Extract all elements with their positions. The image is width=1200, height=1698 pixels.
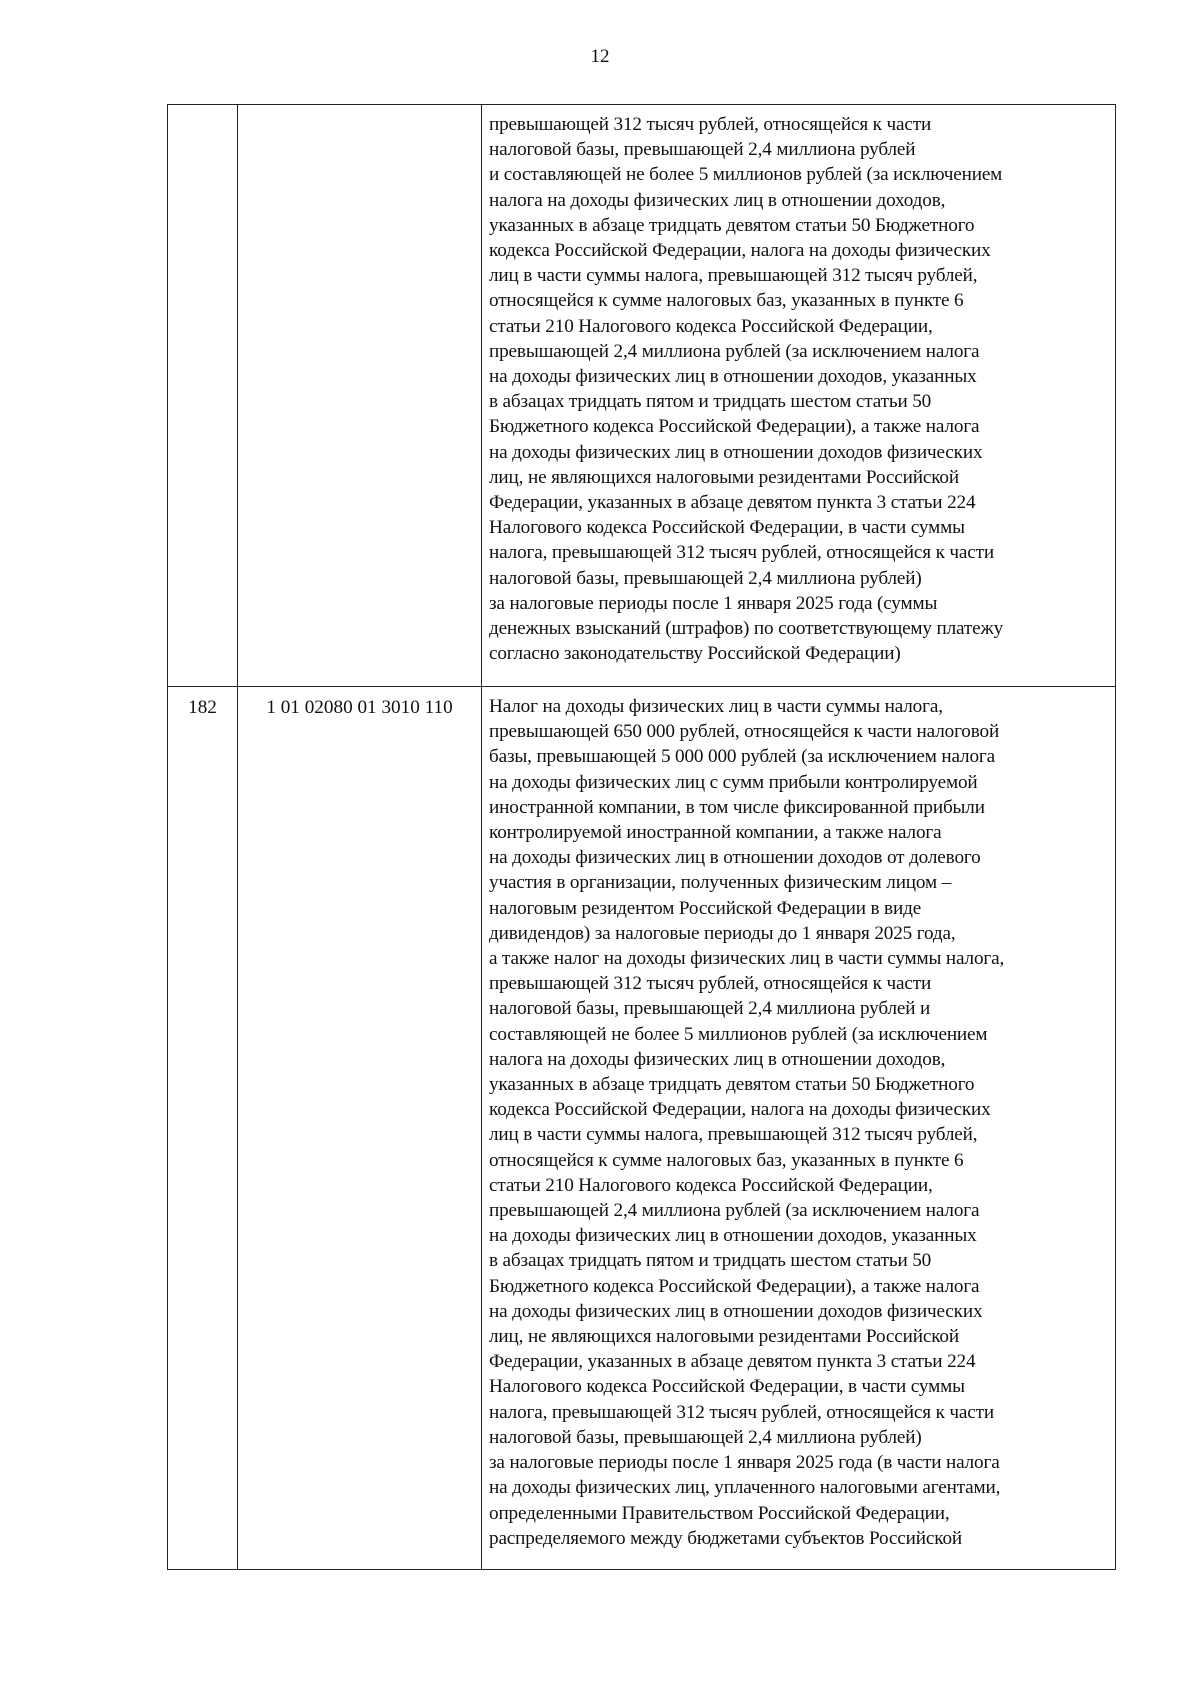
description-line: за налоговые периоды после 1 января 2025 года (суммы [489,592,938,614]
description-line: денежных взысканий (штрафов) по соответствующему платежу [489,618,1004,640]
description-line: указанных в абзаце тридцать девятом статьи 50 Бюджетного [489,1074,975,1096]
kbk-code-cell: 1 01 02080 01 3010 110 [238,687,482,1570]
admin-code-cell: 182 [168,687,238,1570]
table-row [168,105,1116,687]
description-line: Федерации, указанных в абзаце девятом пункта 3 статьи 224 [489,1351,976,1373]
description-line: Налогового кодекса Российской Федерации, в части суммы [489,517,965,539]
kbk-code-cell [238,105,482,687]
description-line: Бюджетного кодекса Российской Федерации), а также налога [489,1275,980,1297]
description-line: указанных в абзаце тридцать девятом статьи 50 Бюджетного [489,214,975,236]
description-line: превышающей 650 000 рублей, относящейся к части налоговой [489,721,1000,743]
description-line: иностранной компании, в том числе фиксированной прибыли [489,796,985,818]
description-line: на доходы физических лиц с сумм прибыли контролируемой [489,771,978,793]
description-line: превышающей 312 тысяч рублей, относящейся к части [489,114,932,135]
description-line: за налоговые периоды после 1 января 2025 года (в части налога [489,1452,1000,1474]
description-line: а также налог на доходы физических лиц в части суммы налога, [489,948,1005,970]
description-line: налога, превышающей 312 тысяч рублей, относящейся к части [489,542,994,564]
description-line: Налогового кодекса Российской Федерации, в части суммы [489,1376,965,1398]
description-line: на доходы физических лиц в отношении доходов, указанных [489,1225,977,1247]
description-line: налоговым резидентом Российской Федерации в виде [489,897,922,919]
description-line: на доходы физических лиц, уплаченного налоговыми агентами, [489,1477,1001,1499]
description-line: налога на доходы физических лиц в отношении доходов, [489,1048,946,1070]
description-line: превышающей 312 тысяч рублей, относящейся к части [489,973,932,995]
description-line: в абзацах тридцать пятом и тридцать шестом статьи 50 [489,391,932,413]
description-line: на доходы физических лиц в отношении доходов, указанных [489,366,977,388]
page-number: 12 [590,46,610,67]
description-line: на доходы физических лиц в отношении доходов физических [489,1300,983,1322]
description-line: распределяемого между бюджетами субъектов Российской [489,1527,963,1549]
description-line: лиц, не являющихся налоговыми резидентами Российской [489,466,959,488]
description-line: налога, превышающей 312 тысяч рублей, относящейся к части [489,1401,994,1423]
description-line: статьи 210 Налогового кодекса Российской Федерации, [489,1174,933,1196]
income-description-cell [482,105,1116,687]
income-description-cell [482,687,1116,1570]
description-line: налоговой базы, превышающей 2,4 миллиона рублей) [489,567,922,589]
admin-code-cell [168,105,238,687]
description-line: лиц, не являющихся налоговыми резидентами Российской [489,1326,959,1348]
table-row [168,687,1116,1570]
description-line: составляющей не более 5 миллионов рублей (за исключением [489,1023,988,1045]
description-line: относящейся к сумме налоговых баз, указанных в пункте 6 [489,290,964,312]
description-line: участия в организации, полученных физическим лицом – [489,872,952,894]
description-line: кодекса Российской Федерации, налога на доходы физических [489,240,991,262]
description-line: и составляющей не более 5 миллионов рублей (за исключением [489,164,1003,186]
description-line: в абзацах тридцать пятом и тридцать шестом статьи 50 [489,1250,932,1272]
description-line: согласно законодательству Российской Федерации) [489,643,901,665]
description-line: дивидендов) за налоговые периоды до 1 января 2025 года, [489,922,956,944]
description-line: статьи 210 Налогового кодекса Российской Федерации, [489,315,933,337]
description-line: налоговой базы, превышающей 2,4 миллиона рублей) [489,1426,922,1448]
description-line: на доходы физических лиц в отношении доходов от долевого [489,847,981,869]
description-line: кодекса Российской Федерации, налога на доходы физических [489,1099,991,1121]
description-line: определенными Правительством Российской Федерации, [489,1502,950,1524]
description-line: превышающей 2,4 миллиона рублей (за исключением налога [489,1200,980,1222]
description-line: лиц в части суммы налога, превышающей 312 тысяч рублей, [489,265,978,287]
description-line: налоговой базы, превышающей 2,4 миллиона рублей и [489,998,931,1020]
description-line: на доходы физических лиц в отношении доходов физических [489,441,983,463]
description-line: Бюджетного кодекса Российской Федерации), а также налога [489,416,980,438]
table-body [168,105,1116,1570]
description-line: Федерации, указанных в абзаце девятом пункта 3 статьи 224 [489,492,976,514]
description-line: базы, превышающей 5 000 000 рублей (за исключением налога [489,746,996,768]
description-line: превышающей 2,4 миллиона рублей (за исключением налога [489,340,980,362]
description-line: контролируемой иностранной компании, а также налога [489,822,942,844]
description-line: налога на доходы физических лиц в отношении доходов, [489,189,946,211]
description-line: относящейся к сумме налоговых баз, указанных в пункте 6 [489,1149,964,1171]
description-line: Налог на доходы физических лиц в части суммы налога, [489,696,943,717]
description-line: налоговой базы, превышающей 2,4 миллиона рублей [489,139,916,161]
budget-classification-table [167,104,1116,1570]
description-line: лиц в части суммы налога, превышающей 312 тысяч рублей, [489,1124,978,1146]
